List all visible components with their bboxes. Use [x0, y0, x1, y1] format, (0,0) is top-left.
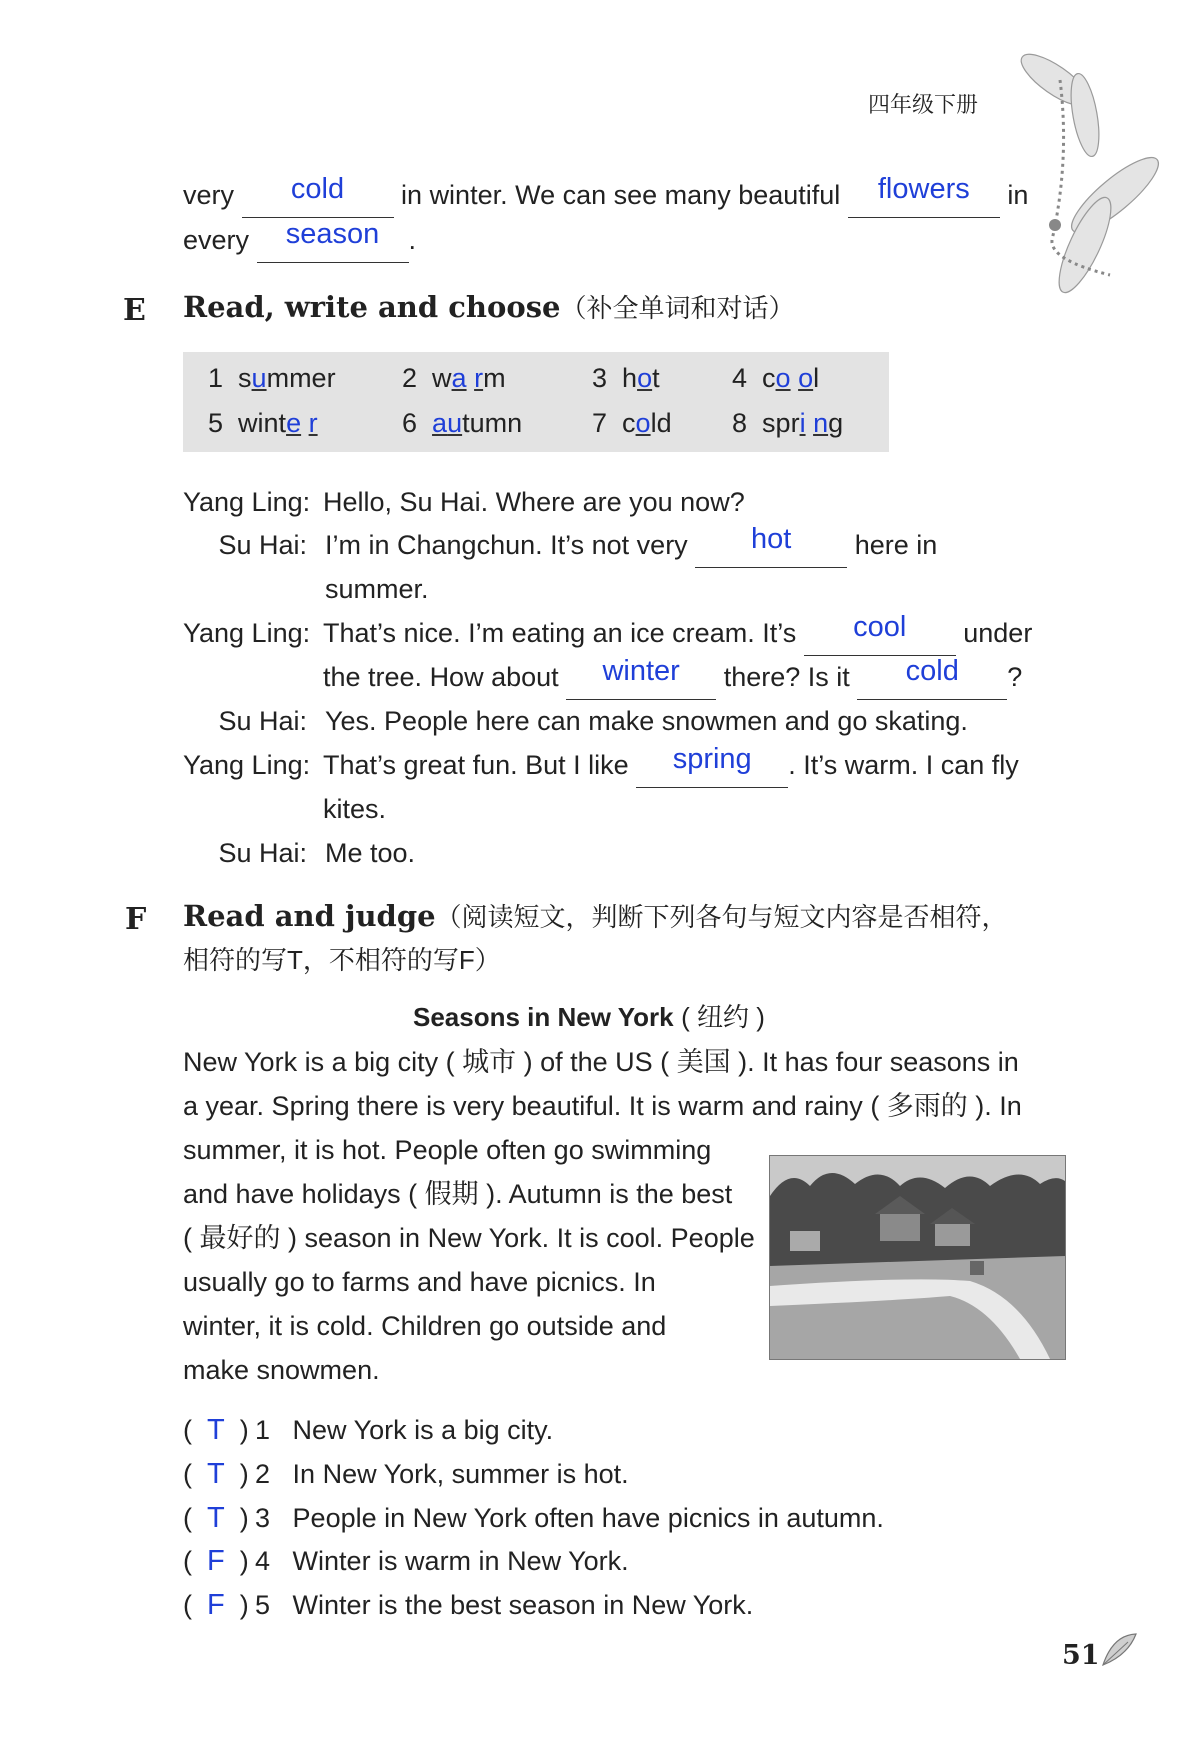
judgement-item	[183, 1547, 629, 1576]
judgement-text: Winter is warm in New York.	[292, 1546, 629, 1576]
dialogue-text: under	[963, 618, 1033, 648]
word-gap	[301, 408, 309, 438]
answer-text: cold	[290, 173, 345, 205]
answer-blank	[242, 173, 394, 218]
word-fill: r	[308, 408, 318, 438]
word-fill: e	[286, 408, 302, 438]
passage-line: New York is a big city ( 城市 ) of the US ( 美国 ). It has four seasons in	[183, 1047, 1019, 1077]
judgement-answer: T	[207, 1502, 225, 1534]
section-instruction: 相符的写T，不相符的写F）	[183, 945, 501, 975]
dialogue-text: . It’s warm. I can fly	[788, 750, 1019, 780]
answer-blank	[848, 173, 1000, 218]
answer-text: season	[285, 218, 380, 250]
speaker-label: Su Hai:	[218, 530, 307, 560]
word-item	[208, 410, 318, 437]
section-letter-f: F	[125, 902, 147, 937]
farm-illustration	[769, 1155, 1066, 1360]
judgement-answer: F	[207, 1589, 225, 1621]
judgement-item	[183, 1460, 629, 1489]
word-item	[592, 365, 660, 392]
speaker-label: Su Hai:	[218, 838, 307, 868]
passage-line: winter, it is cold. Children go outside and	[183, 1311, 667, 1341]
dialogue-line	[325, 523, 938, 568]
answer-parentheses: ( F )	[183, 1545, 249, 1577]
word-item	[732, 365, 819, 392]
judgement-text: Winter is the best season in New York.	[292, 1590, 754, 1620]
word-part: tumn	[462, 408, 523, 438]
dialogue-line	[323, 611, 1033, 656]
speaker-label: Su Hai:	[218, 706, 307, 736]
word-part: h	[622, 363, 638, 393]
word-part: wint	[238, 408, 287, 438]
word-number: 7	[592, 408, 608, 438]
dialogue-text: here in	[854, 530, 938, 560]
answer-blank	[857, 655, 1007, 700]
judgement-text: New York is a big city.	[292, 1415, 554, 1445]
dialogue-line: Hello, Su Hai. Where are you now?	[323, 487, 745, 517]
word-gap	[467, 363, 475, 393]
word-gap	[791, 363, 799, 393]
speaker-label: Yang Ling:	[183, 618, 311, 648]
dialogue-text: I’m in Changchun. It’s not very	[325, 530, 688, 560]
judgement-item	[183, 1504, 884, 1533]
word-part: l	[813, 363, 820, 393]
word-number: 1	[208, 363, 224, 393]
speaker-label: Yang Ling:	[183, 487, 311, 517]
intro-line-2	[183, 218, 417, 263]
word-number: 4	[732, 363, 748, 393]
answer-text: cold	[905, 655, 959, 687]
judgement-number: 5	[255, 1590, 271, 1620]
word-number: 6	[402, 408, 418, 438]
word-part: g	[828, 408, 844, 438]
answer-text: cool	[853, 611, 907, 643]
section-e-heading	[183, 290, 795, 324]
judgement-text: People in New York often have picnics in autumn.	[292, 1503, 884, 1533]
judgement-text: In New York, summer is hot.	[292, 1459, 629, 1489]
word-item	[208, 365, 336, 392]
passage-line: ( 最好的 ) season in New York. It is cool. People	[183, 1223, 755, 1253]
word-fill: o	[798, 363, 814, 393]
intro-text: in winter. We can see many beautiful	[401, 180, 841, 210]
word-number: 3	[592, 363, 608, 393]
grade-label: 四年级下册	[868, 92, 979, 117]
leaf-icon	[1098, 1630, 1138, 1670]
word-fill: i	[799, 408, 806, 438]
section-instruction: （阅读短文，判断下列各句与短文内容是否相符，	[435, 902, 1008, 932]
word-part: mmer	[266, 363, 336, 393]
answer-parentheses: ( T )	[183, 1458, 249, 1490]
section-f-heading	[183, 899, 1008, 933]
passage-line: make snowmen.	[183, 1355, 380, 1385]
word-fill: u	[447, 408, 463, 438]
word-part: ld	[650, 408, 672, 438]
word-number: 5	[208, 408, 224, 438]
judgement-answer: T	[207, 1414, 225, 1446]
passage-title-text: Seasons in New York	[413, 1002, 674, 1032]
answer-parentheses: ( T )	[183, 1502, 249, 1534]
answer-text: spring	[672, 743, 752, 775]
intro-text: in	[1007, 180, 1029, 210]
dialogue-text: the tree. How about	[323, 662, 559, 692]
judgement-number: 4	[255, 1546, 271, 1576]
dragonfly-decoration	[990, 20, 1170, 320]
judgement-number: 2	[255, 1459, 271, 1489]
word-part: t	[652, 363, 660, 393]
judgement-item	[183, 1591, 753, 1620]
word-item	[402, 410, 522, 437]
answer-text: flowers	[877, 173, 970, 205]
speaker-label: Yang Ling:	[183, 750, 311, 780]
word-number: 8	[732, 408, 748, 438]
answer-text: winter	[602, 655, 680, 687]
word-part: spr	[762, 408, 800, 438]
judgement-answer: F	[207, 1545, 225, 1577]
passage-line: usually go to farms and have picnics. In	[183, 1267, 656, 1297]
dialogue-line	[323, 655, 1023, 700]
answer-parentheses: ( F )	[183, 1589, 249, 1621]
answer-blank	[804, 611, 956, 656]
word-fill: o	[775, 363, 791, 393]
landscape-image	[770, 1156, 1065, 1359]
word-fill: a	[451, 363, 467, 393]
dialogue-text: ?	[1007, 662, 1023, 692]
passage-line: summer, it is hot. People often go swimming	[183, 1135, 712, 1165]
judgement-number: 1	[255, 1415, 271, 1445]
word-fill: o	[635, 408, 651, 438]
dialogue-line	[323, 743, 1019, 788]
word-fill: n	[813, 408, 829, 438]
dialogue-line: Me too.	[325, 838, 416, 868]
answer-blank	[636, 743, 788, 788]
section-instruction: （补全单词和对话）	[560, 293, 795, 323]
intro-text: very	[183, 180, 235, 210]
word-fill: a	[432, 408, 448, 438]
answer-parentheses: ( T )	[183, 1414, 249, 1446]
answer-text: hot	[751, 523, 792, 555]
dialogue-text: That’s nice. I’m eating an ice cream. It’s	[323, 618, 797, 648]
page-number: 51	[1062, 1640, 1100, 1671]
answer-blank	[695, 523, 847, 568]
dialogue-text: there? Is it	[723, 662, 850, 692]
section-title: Read, write and choose	[183, 290, 561, 324]
answer-blank	[257, 218, 409, 263]
word-part: c	[622, 408, 636, 438]
word-fill: u	[251, 363, 267, 393]
intro-text: every	[183, 225, 250, 255]
passage-title	[413, 1004, 765, 1031]
passage-title-cn: ( 纽约 )	[681, 1002, 765, 1032]
judgement-item	[183, 1416, 553, 1445]
word-fill: r	[474, 363, 484, 393]
passage-line: a year. Spring there is very beautiful. It is warm and rainy ( 多雨的 ). In	[183, 1091, 1022, 1121]
dialogue-text: That’s great fun. But I like	[323, 750, 629, 780]
passage-line: and have holidays ( 假期 ). Autumn is the best	[183, 1179, 733, 1209]
section-title: Read and judge	[183, 899, 436, 933]
word-number: 2	[402, 363, 418, 393]
intro-line-1	[183, 173, 1029, 218]
dialogue-line: summer.	[325, 574, 429, 604]
word-part: m	[483, 363, 506, 393]
word-item	[592, 410, 672, 437]
judgement-number: 3	[255, 1503, 271, 1533]
word-item	[402, 365, 506, 392]
word-part: w	[432, 363, 452, 393]
judgement-answer: T	[207, 1458, 225, 1490]
word-part: s	[238, 363, 252, 393]
section-letter-e: E	[123, 293, 146, 328]
dialogue-line: kites.	[323, 794, 387, 824]
intro-text: .	[408, 225, 417, 255]
word-fill: o	[637, 363, 653, 393]
dialogue-line: Yes. People here can make snowmen and go skating.	[325, 706, 968, 736]
word-gap	[806, 408, 814, 438]
word-item	[732, 410, 843, 437]
answer-blank	[566, 655, 716, 700]
word-part: c	[762, 363, 776, 393]
